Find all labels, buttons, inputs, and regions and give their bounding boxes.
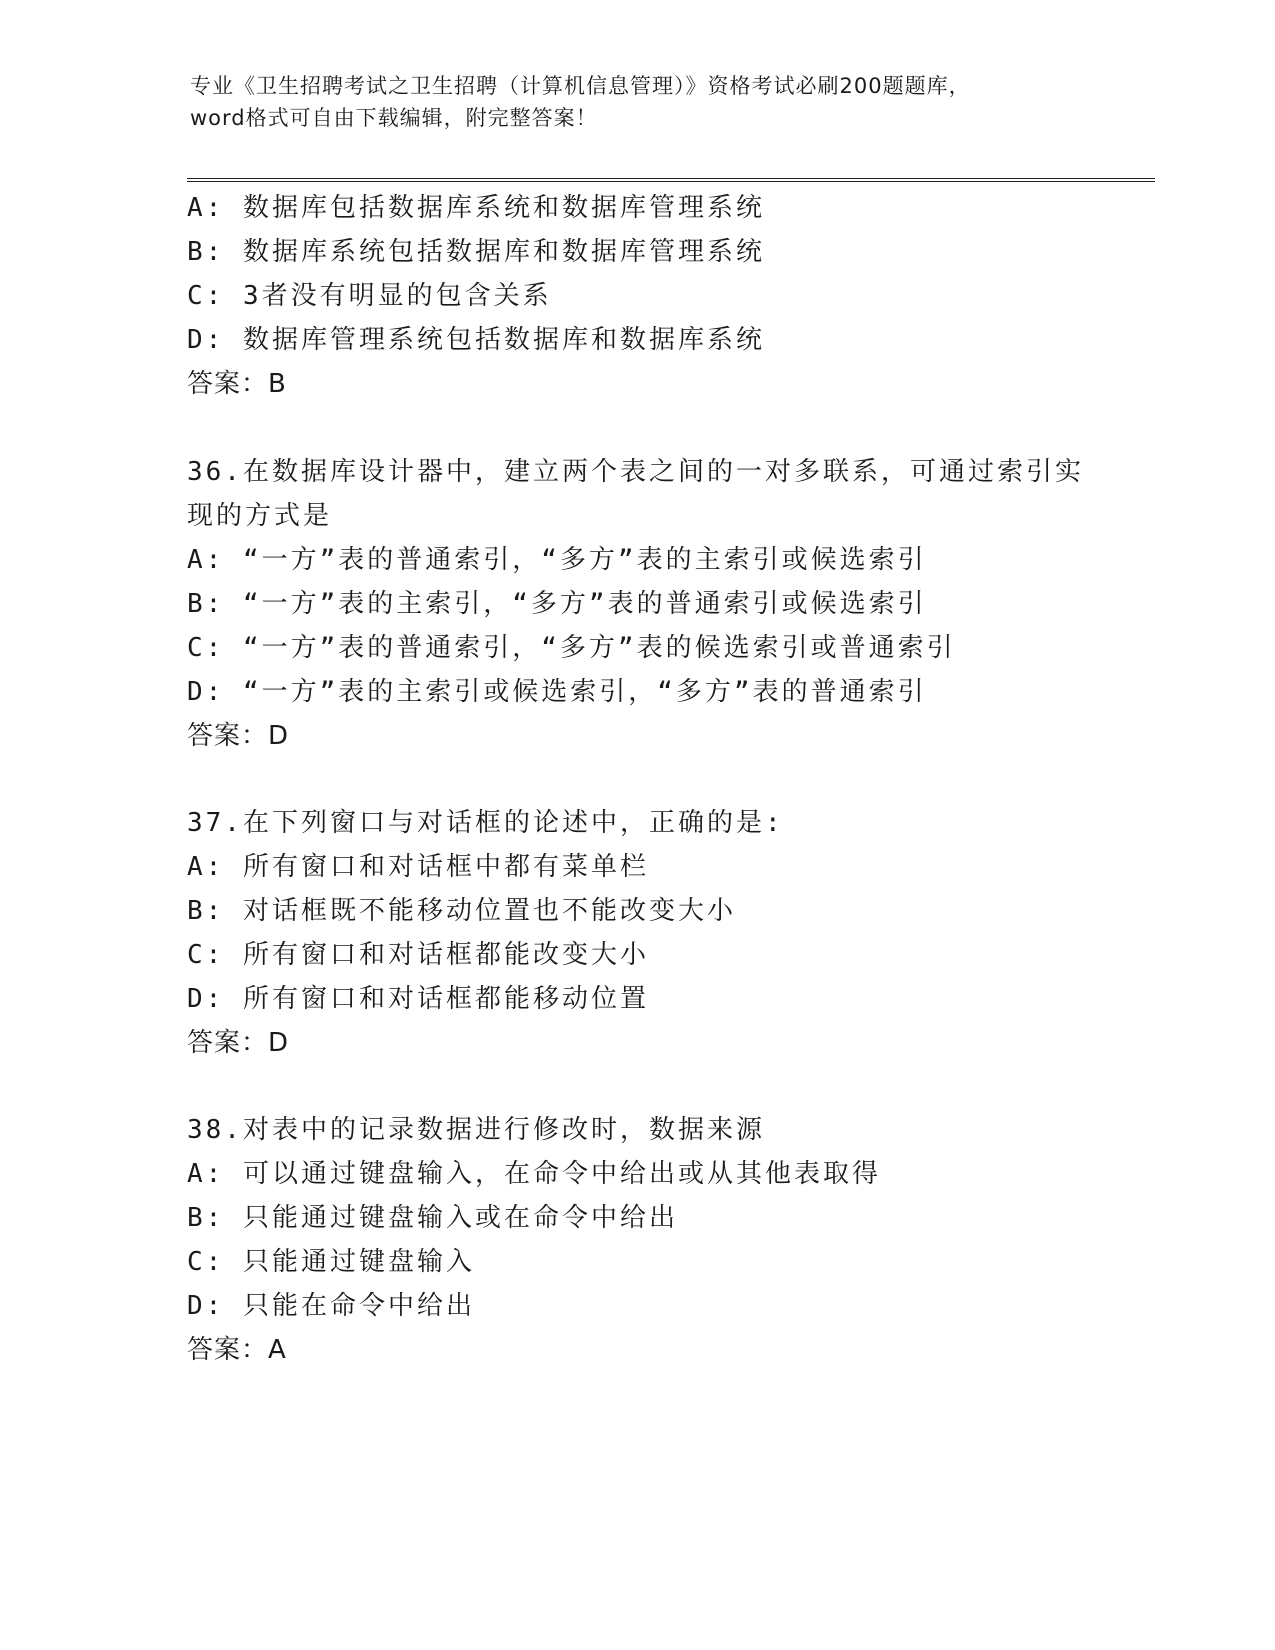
q35-option-c: C: 3者没有明显的包含关系 — [187, 281, 552, 311]
q36-question-line-1: 36.在数据库设计器中，建立两个表之间的一对多联系，可通过索引实 — [187, 457, 1084, 487]
q37-option-d: D: 所有窗口和对话框都能移动位置 — [187, 984, 649, 1014]
q38-option-b: B: 只能通过键盘输入或在命令中给出 — [187, 1203, 678, 1233]
q37-answer: 答案：D — [187, 1028, 290, 1058]
header-line-1: 专业《卫生招聘考试之卫生招聘（计算机信息管理）》资格考试必刷200题题库， — [190, 74, 971, 98]
q36-answer: 答案：D — [187, 721, 290, 751]
document-header — [190, 70, 1090, 134]
q36-question-line-2: 现的方式是 — [187, 501, 333, 531]
q35-option-d: D: 数据库管理系统包括数据库和数据库系统 — [187, 325, 765, 355]
q38-option-d: D: 只能在命令中给出 — [187, 1291, 475, 1321]
q38-option-c: C: 只能通过键盘输入 — [187, 1247, 475, 1277]
q37-question: 37.在下列窗口与对话框的论述中，正确的是: — [187, 808, 784, 838]
header-line-2: word格式可自由下载编辑，附完整答案！ — [190, 106, 598, 130]
q38-option-a: A: 可以通过键盘输入，在命令中给出或从其他表取得 — [187, 1159, 881, 1189]
q37-option-a: A: 所有窗口和对话框中都有菜单栏 — [187, 852, 649, 882]
header-divider — [187, 178, 1155, 182]
q36-option-a: A: “一方”表的普通索引，“多方”表的主索引或候选索引 — [187, 545, 927, 575]
q35-option-b: B: 数据库系统包括数据库和数据库管理系统 — [187, 237, 765, 267]
q38-answer: 答案：A — [187, 1335, 287, 1365]
q37-option-b: B: 对话框既不能移动位置也不能改变大小 — [187, 896, 736, 926]
q38-question: 38.对表中的记录数据进行修改时，数据来源 — [187, 1115, 765, 1145]
q37-option-c: C: 所有窗口和对话框都能改变大小 — [187, 940, 649, 970]
q36-option-c: C: “一方”表的普通索引，“多方”表的候选索引或普通索引 — [187, 633, 956, 663]
q36-option-d: D: “一方”表的主索引或候选索引，“多方”表的普通索引 — [187, 677, 927, 707]
q35-option-a: A: 数据库包括数据库系统和数据库管理系统 — [187, 193, 765, 223]
q36-option-b: B: “一方”表的主索引，“多方”表的普通索引或候选索引 — [187, 589, 927, 619]
q35-answer: 答案：B — [187, 369, 287, 399]
